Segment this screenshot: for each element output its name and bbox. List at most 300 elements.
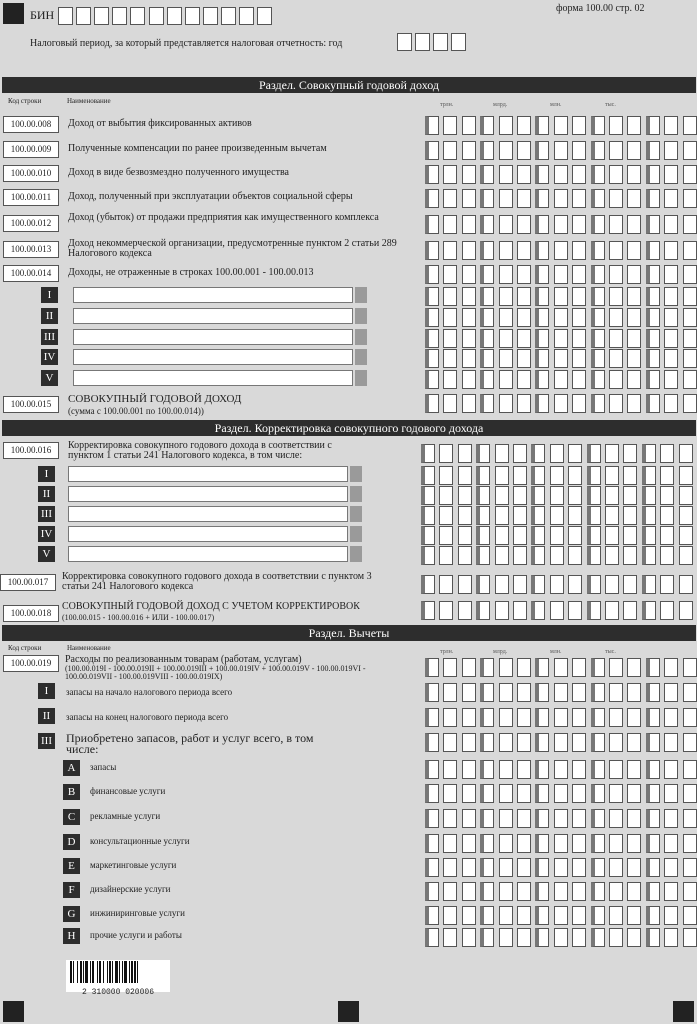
amount-digit-cell[interactable] — [425, 784, 439, 803]
amount-digit-cell[interactable] — [646, 906, 660, 925]
amount-digit-cell[interactable] — [609, 809, 623, 828]
amount-digit-cell[interactable] — [480, 834, 494, 853]
amount-digit-cell[interactable] — [572, 241, 586, 260]
amount-digit-cell[interactable] — [476, 444, 490, 463]
amount-digit-cell[interactable] — [664, 928, 678, 947]
amount-digit-cell[interactable] — [627, 733, 641, 752]
amount-digit-cell[interactable] — [605, 526, 619, 545]
amount-digit-cell[interactable] — [495, 466, 509, 485]
year-digit-cell[interactable] — [451, 33, 466, 51]
amount-digit-cell[interactable] — [679, 575, 693, 594]
amount-digit-cell[interactable] — [683, 394, 697, 413]
amount-digit-cell[interactable] — [572, 215, 586, 234]
amount-digit-cell[interactable] — [535, 882, 549, 901]
amount-digit-cell[interactable] — [627, 760, 641, 779]
amount-digit-cell[interactable] — [462, 394, 476, 413]
amount-digit-cell[interactable] — [517, 394, 531, 413]
amount-digit-cell[interactable] — [591, 370, 605, 389]
amount-digit-cell[interactable] — [443, 683, 457, 702]
amount-digit-cell[interactable] — [609, 708, 623, 727]
amount-digit-cell[interactable] — [535, 858, 549, 877]
amount-digit-cell[interactable] — [660, 506, 674, 525]
amount-digit-cell[interactable] — [591, 733, 605, 752]
amount-digit-cell[interactable] — [627, 189, 641, 208]
amount-digit-cell[interactable] — [517, 329, 531, 348]
amount-digit-cell[interactable] — [591, 394, 605, 413]
amount-digit-cell[interactable] — [623, 486, 637, 505]
amount-digit-cell[interactable] — [591, 760, 605, 779]
amount-digit-cell[interactable] — [554, 784, 568, 803]
amount-digit-cell[interactable] — [462, 370, 476, 389]
amount-digit-cell[interactable] — [664, 394, 678, 413]
amount-digit-cell[interactable] — [499, 308, 513, 327]
amount-digit-cell[interactable] — [517, 733, 531, 752]
amount-digit-cell[interactable] — [683, 349, 697, 368]
amount-digit-cell[interactable] — [439, 601, 453, 620]
amount-digit-cell[interactable] — [660, 526, 674, 545]
amount-digit-cell[interactable] — [499, 906, 513, 925]
amount-digit-cell[interactable] — [679, 526, 693, 545]
amount-digit-cell[interactable] — [554, 658, 568, 677]
amount-digit-cell[interactable] — [425, 189, 439, 208]
amount-digit-cell[interactable] — [609, 658, 623, 677]
amount-digit-cell[interactable] — [568, 526, 582, 545]
amount-digit-cell[interactable] — [591, 287, 605, 306]
amount-digit-cell[interactable] — [513, 546, 527, 565]
amount-digit-cell[interactable] — [531, 601, 545, 620]
amount-digit-cell[interactable] — [425, 658, 439, 677]
amount-digit-cell[interactable] — [591, 189, 605, 208]
amount-digit-cell[interactable] — [623, 506, 637, 525]
amount-digit-cell[interactable] — [683, 287, 697, 306]
amount-digit-cell[interactable] — [627, 394, 641, 413]
amount-digit-cell[interactable] — [480, 708, 494, 727]
amount-digit-cell[interactable] — [609, 165, 623, 184]
amount-digit-cell[interactable] — [605, 506, 619, 525]
amount-digit-cell[interactable] — [627, 241, 641, 260]
amount-digit-cell[interactable] — [480, 928, 494, 947]
description-input[interactable] — [73, 308, 353, 324]
amount-digit-cell[interactable] — [609, 308, 623, 327]
amount-digit-cell[interactable] — [572, 858, 586, 877]
amount-digit-cell[interactable] — [535, 928, 549, 947]
amount-digit-cell[interactable] — [627, 141, 641, 160]
amount-digit-cell[interactable] — [550, 601, 564, 620]
amount-digit-cell[interactable] — [568, 444, 582, 463]
amount-digit-cell[interactable] — [572, 708, 586, 727]
amount-digit-cell[interactable] — [499, 370, 513, 389]
amount-digit-cell[interactable] — [458, 466, 472, 485]
amount-digit-cell[interactable] — [664, 215, 678, 234]
amount-digit-cell[interactable] — [443, 308, 457, 327]
amount-digit-cell[interactable] — [517, 906, 531, 925]
amount-digit-cell[interactable] — [572, 287, 586, 306]
amount-digit-cell[interactable] — [591, 215, 605, 234]
description-input[interactable] — [68, 546, 348, 562]
amount-digit-cell[interactable] — [421, 601, 435, 620]
amount-digit-cell[interactable] — [568, 466, 582, 485]
amount-digit-cell[interactable] — [443, 370, 457, 389]
amount-digit-cell[interactable] — [443, 928, 457, 947]
amount-digit-cell[interactable] — [554, 165, 568, 184]
amount-digit-cell[interactable] — [535, 809, 549, 828]
amount-digit-cell[interactable] — [572, 189, 586, 208]
description-input[interactable] — [68, 526, 348, 542]
amount-digit-cell[interactable] — [517, 241, 531, 260]
amount-digit-cell[interactable] — [443, 394, 457, 413]
amount-digit-cell[interactable] — [439, 486, 453, 505]
amount-digit-cell[interactable] — [587, 575, 601, 594]
amount-digit-cell[interactable] — [627, 265, 641, 284]
amount-digit-cell[interactable] — [425, 116, 439, 135]
amount-digit-cell[interactable] — [517, 215, 531, 234]
amount-digit-cell[interactable] — [683, 165, 697, 184]
amount-digit-cell[interactable] — [535, 141, 549, 160]
amount-digit-cell[interactable] — [513, 526, 527, 545]
amount-digit-cell[interactable] — [683, 116, 697, 135]
amount-digit-cell[interactable] — [627, 784, 641, 803]
amount-digit-cell[interactable] — [443, 287, 457, 306]
amount-digit-cell[interactable] — [642, 444, 656, 463]
amount-digit-cell[interactable] — [554, 141, 568, 160]
amount-digit-cell[interactable] — [535, 733, 549, 752]
amount-digit-cell[interactable] — [535, 349, 549, 368]
amount-digit-cell[interactable] — [572, 809, 586, 828]
amount-digit-cell[interactable] — [627, 683, 641, 702]
amount-digit-cell[interactable] — [550, 546, 564, 565]
amount-digit-cell[interactable] — [425, 241, 439, 260]
amount-digit-cell[interactable] — [458, 526, 472, 545]
amount-digit-cell[interactable] — [642, 546, 656, 565]
amount-digit-cell[interactable] — [646, 784, 660, 803]
amount-digit-cell[interactable] — [462, 658, 476, 677]
amount-digit-cell[interactable] — [646, 733, 660, 752]
amount-digit-cell[interactable] — [517, 708, 531, 727]
amount-digit-cell[interactable] — [462, 215, 476, 234]
amount-digit-cell[interactable] — [476, 546, 490, 565]
amount-digit-cell[interactable] — [554, 733, 568, 752]
amount-digit-cell[interactable] — [554, 394, 568, 413]
amount-digit-cell[interactable] — [535, 308, 549, 327]
amount-digit-cell[interactable] — [660, 466, 674, 485]
amount-digit-cell[interactable] — [609, 834, 623, 853]
amount-digit-cell[interactable] — [425, 906, 439, 925]
amount-digit-cell[interactable] — [591, 858, 605, 877]
amount-digit-cell[interactable] — [443, 658, 457, 677]
amount-digit-cell[interactable] — [495, 506, 509, 525]
dash-button[interactable] — [350, 486, 362, 502]
amount-digit-cell[interactable] — [443, 784, 457, 803]
amount-digit-cell[interactable] — [683, 906, 697, 925]
amount-digit-cell[interactable] — [499, 265, 513, 284]
amount-digit-cell[interactable] — [664, 658, 678, 677]
amount-digit-cell[interactable] — [531, 546, 545, 565]
amount-digit-cell[interactable] — [664, 349, 678, 368]
amount-digit-cell[interactable] — [591, 165, 605, 184]
amount-digit-cell[interactable] — [531, 444, 545, 463]
amount-digit-cell[interactable] — [642, 486, 656, 505]
amount-digit-cell[interactable] — [572, 834, 586, 853]
amount-digit-cell[interactable] — [623, 546, 637, 565]
amount-digit-cell[interactable] — [554, 809, 568, 828]
amount-digit-cell[interactable] — [646, 241, 660, 260]
amount-digit-cell[interactable] — [664, 287, 678, 306]
amount-digit-cell[interactable] — [421, 444, 435, 463]
bin-digit-cell[interactable] — [76, 7, 91, 25]
amount-digit-cell[interactable] — [535, 241, 549, 260]
bin-digit-cell[interactable] — [112, 7, 127, 25]
amount-digit-cell[interactable] — [609, 116, 623, 135]
amount-digit-cell[interactable] — [591, 906, 605, 925]
amount-digit-cell[interactable] — [425, 165, 439, 184]
amount-digit-cell[interactable] — [443, 858, 457, 877]
amount-digit-cell[interactable] — [627, 858, 641, 877]
amount-digit-cell[interactable] — [535, 906, 549, 925]
amount-digit-cell[interactable] — [554, 928, 568, 947]
amount-digit-cell[interactable] — [443, 116, 457, 135]
amount-digit-cell[interactable] — [439, 526, 453, 545]
amount-digit-cell[interactable] — [572, 658, 586, 677]
amount-digit-cell[interactable] — [683, 189, 697, 208]
amount-digit-cell[interactable] — [480, 683, 494, 702]
amount-digit-cell[interactable] — [462, 189, 476, 208]
amount-digit-cell[interactable] — [535, 189, 549, 208]
amount-digit-cell[interactable] — [535, 683, 549, 702]
amount-digit-cell[interactable] — [535, 658, 549, 677]
amount-digit-cell[interactable] — [664, 308, 678, 327]
amount-digit-cell[interactable] — [480, 809, 494, 828]
amount-digit-cell[interactable] — [476, 506, 490, 525]
bin-digit-cell[interactable] — [203, 7, 218, 25]
amount-digit-cell[interactable] — [513, 601, 527, 620]
amount-digit-cell[interactable] — [495, 526, 509, 545]
amount-digit-cell[interactable] — [587, 546, 601, 565]
amount-digit-cell[interactable] — [499, 165, 513, 184]
amount-digit-cell[interactable] — [535, 760, 549, 779]
amount-digit-cell[interactable] — [462, 784, 476, 803]
dash-button[interactable] — [350, 526, 362, 542]
amount-digit-cell[interactable] — [572, 733, 586, 752]
amount-digit-cell[interactable] — [587, 466, 601, 485]
amount-digit-cell[interactable] — [531, 466, 545, 485]
amount-digit-cell[interactable] — [591, 708, 605, 727]
amount-digit-cell[interactable] — [458, 444, 472, 463]
amount-digit-cell[interactable] — [646, 394, 660, 413]
amount-digit-cell[interactable] — [535, 784, 549, 803]
amount-digit-cell[interactable] — [627, 329, 641, 348]
amount-digit-cell[interactable] — [480, 141, 494, 160]
amount-digit-cell[interactable] — [591, 834, 605, 853]
amount-digit-cell[interactable] — [609, 287, 623, 306]
amount-digit-cell[interactable] — [425, 141, 439, 160]
bin-digit-cell[interactable] — [185, 7, 200, 25]
amount-digit-cell[interactable] — [627, 809, 641, 828]
dash-button[interactable] — [350, 506, 362, 522]
amount-digit-cell[interactable] — [605, 466, 619, 485]
amount-digit-cell[interactable] — [664, 189, 678, 208]
amount-digit-cell[interactable] — [480, 784, 494, 803]
amount-digit-cell[interactable] — [591, 141, 605, 160]
amount-digit-cell[interactable] — [623, 444, 637, 463]
amount-digit-cell[interactable] — [517, 189, 531, 208]
amount-digit-cell[interactable] — [535, 116, 549, 135]
amount-digit-cell[interactable] — [605, 486, 619, 505]
amount-digit-cell[interactable] — [480, 265, 494, 284]
amount-digit-cell[interactable] — [587, 506, 601, 525]
amount-digit-cell[interactable] — [421, 526, 435, 545]
amount-digit-cell[interactable] — [425, 683, 439, 702]
amount-digit-cell[interactable] — [587, 601, 601, 620]
amount-digit-cell[interactable] — [517, 784, 531, 803]
amount-digit-cell[interactable] — [609, 683, 623, 702]
amount-digit-cell[interactable] — [499, 858, 513, 877]
amount-digit-cell[interactable] — [535, 329, 549, 348]
amount-digit-cell[interactable] — [517, 882, 531, 901]
amount-digit-cell[interactable] — [421, 486, 435, 505]
amount-digit-cell[interactable] — [591, 349, 605, 368]
amount-digit-cell[interactable] — [609, 928, 623, 947]
amount-digit-cell[interactable] — [462, 733, 476, 752]
amount-digit-cell[interactable] — [443, 733, 457, 752]
amount-digit-cell[interactable] — [443, 708, 457, 727]
amount-digit-cell[interactable] — [513, 466, 527, 485]
amount-digit-cell[interactable] — [679, 486, 693, 505]
amount-digit-cell[interactable] — [443, 241, 457, 260]
amount-digit-cell[interactable] — [646, 858, 660, 877]
amount-digit-cell[interactable] — [568, 575, 582, 594]
amount-digit-cell[interactable] — [646, 116, 660, 135]
amount-digit-cell[interactable] — [499, 116, 513, 135]
amount-digit-cell[interactable] — [495, 546, 509, 565]
amount-digit-cell[interactable] — [421, 506, 435, 525]
amount-digit-cell[interactable] — [480, 308, 494, 327]
amount-digit-cell[interactable] — [627, 906, 641, 925]
amount-digit-cell[interactable] — [609, 370, 623, 389]
amount-digit-cell[interactable] — [462, 882, 476, 901]
amount-digit-cell[interactable] — [646, 165, 660, 184]
amount-digit-cell[interactable] — [683, 708, 697, 727]
amount-digit-cell[interactable] — [443, 165, 457, 184]
amount-digit-cell[interactable] — [517, 858, 531, 877]
bin-digit-cell[interactable] — [94, 7, 109, 25]
amount-digit-cell[interactable] — [443, 882, 457, 901]
amount-digit-cell[interactable] — [646, 683, 660, 702]
amount-digit-cell[interactable] — [609, 189, 623, 208]
amount-digit-cell[interactable] — [568, 506, 582, 525]
amount-digit-cell[interactable] — [462, 165, 476, 184]
amount-digit-cell[interactable] — [572, 165, 586, 184]
amount-digit-cell[interactable] — [499, 658, 513, 677]
amount-digit-cell[interactable] — [664, 329, 678, 348]
amount-digit-cell[interactable] — [425, 708, 439, 727]
amount-digit-cell[interactable] — [480, 215, 494, 234]
dash-button[interactable] — [355, 287, 367, 303]
amount-digit-cell[interactable] — [642, 601, 656, 620]
amount-digit-cell[interactable] — [591, 329, 605, 348]
amount-digit-cell[interactable] — [425, 733, 439, 752]
amount-digit-cell[interactable] — [425, 760, 439, 779]
bin-digit-cell[interactable] — [167, 7, 182, 25]
dash-button[interactable] — [355, 349, 367, 365]
amount-digit-cell[interactable] — [443, 906, 457, 925]
amount-digit-cell[interactable] — [439, 444, 453, 463]
amount-digit-cell[interactable] — [642, 575, 656, 594]
amount-digit-cell[interactable] — [462, 928, 476, 947]
amount-digit-cell[interactable] — [517, 658, 531, 677]
amount-digit-cell[interactable] — [664, 370, 678, 389]
amount-digit-cell[interactable] — [554, 683, 568, 702]
amount-digit-cell[interactable] — [425, 370, 439, 389]
dash-button[interactable] — [355, 370, 367, 386]
amount-digit-cell[interactable] — [646, 308, 660, 327]
year-digit-cell[interactable] — [433, 33, 448, 51]
description-input[interactable] — [73, 287, 353, 303]
amount-digit-cell[interactable] — [517, 760, 531, 779]
amount-digit-cell[interactable] — [458, 506, 472, 525]
amount-digit-cell[interactable] — [462, 834, 476, 853]
amount-digit-cell[interactable] — [425, 287, 439, 306]
amount-digit-cell[interactable] — [572, 308, 586, 327]
amount-digit-cell[interactable] — [462, 349, 476, 368]
amount-digit-cell[interactable] — [587, 526, 601, 545]
amount-digit-cell[interactable] — [462, 265, 476, 284]
amount-digit-cell[interactable] — [572, 329, 586, 348]
description-input[interactable] — [68, 466, 348, 482]
amount-digit-cell[interactable] — [646, 349, 660, 368]
amount-digit-cell[interactable] — [458, 486, 472, 505]
amount-digit-cell[interactable] — [517, 928, 531, 947]
amount-digit-cell[interactable] — [568, 546, 582, 565]
amount-digit-cell[interactable] — [664, 882, 678, 901]
amount-digit-cell[interactable] — [425, 349, 439, 368]
amount-digit-cell[interactable] — [476, 466, 490, 485]
amount-digit-cell[interactable] — [627, 658, 641, 677]
amount-digit-cell[interactable] — [646, 287, 660, 306]
amount-digit-cell[interactable] — [480, 733, 494, 752]
description-input[interactable] — [68, 486, 348, 502]
amount-digit-cell[interactable] — [605, 444, 619, 463]
amount-digit-cell[interactable] — [480, 241, 494, 260]
amount-digit-cell[interactable] — [535, 165, 549, 184]
description-input[interactable] — [73, 370, 353, 386]
amount-digit-cell[interactable] — [572, 906, 586, 925]
amount-digit-cell[interactable] — [535, 287, 549, 306]
amount-digit-cell[interactable] — [679, 546, 693, 565]
amount-digit-cell[interactable] — [531, 486, 545, 505]
amount-digit-cell[interactable] — [535, 834, 549, 853]
amount-digit-cell[interactable] — [627, 349, 641, 368]
amount-digit-cell[interactable] — [664, 809, 678, 828]
amount-digit-cell[interactable] — [443, 329, 457, 348]
amount-digit-cell[interactable] — [499, 329, 513, 348]
amount-digit-cell[interactable] — [550, 486, 564, 505]
amount-digit-cell[interactable] — [683, 329, 697, 348]
amount-digit-cell[interactable] — [425, 834, 439, 853]
amount-digit-cell[interactable] — [591, 241, 605, 260]
amount-digit-cell[interactable] — [646, 370, 660, 389]
bin-digit-cell[interactable] — [239, 7, 254, 25]
amount-digit-cell[interactable] — [480, 370, 494, 389]
amount-digit-cell[interactable] — [623, 601, 637, 620]
amount-digit-cell[interactable] — [499, 760, 513, 779]
amount-digit-cell[interactable] — [683, 784, 697, 803]
amount-digit-cell[interactable] — [513, 444, 527, 463]
amount-digit-cell[interactable] — [550, 526, 564, 545]
amount-digit-cell[interactable] — [425, 928, 439, 947]
amount-digit-cell[interactable] — [623, 575, 637, 594]
amount-digit-cell[interactable] — [664, 241, 678, 260]
amount-digit-cell[interactable] — [531, 526, 545, 545]
